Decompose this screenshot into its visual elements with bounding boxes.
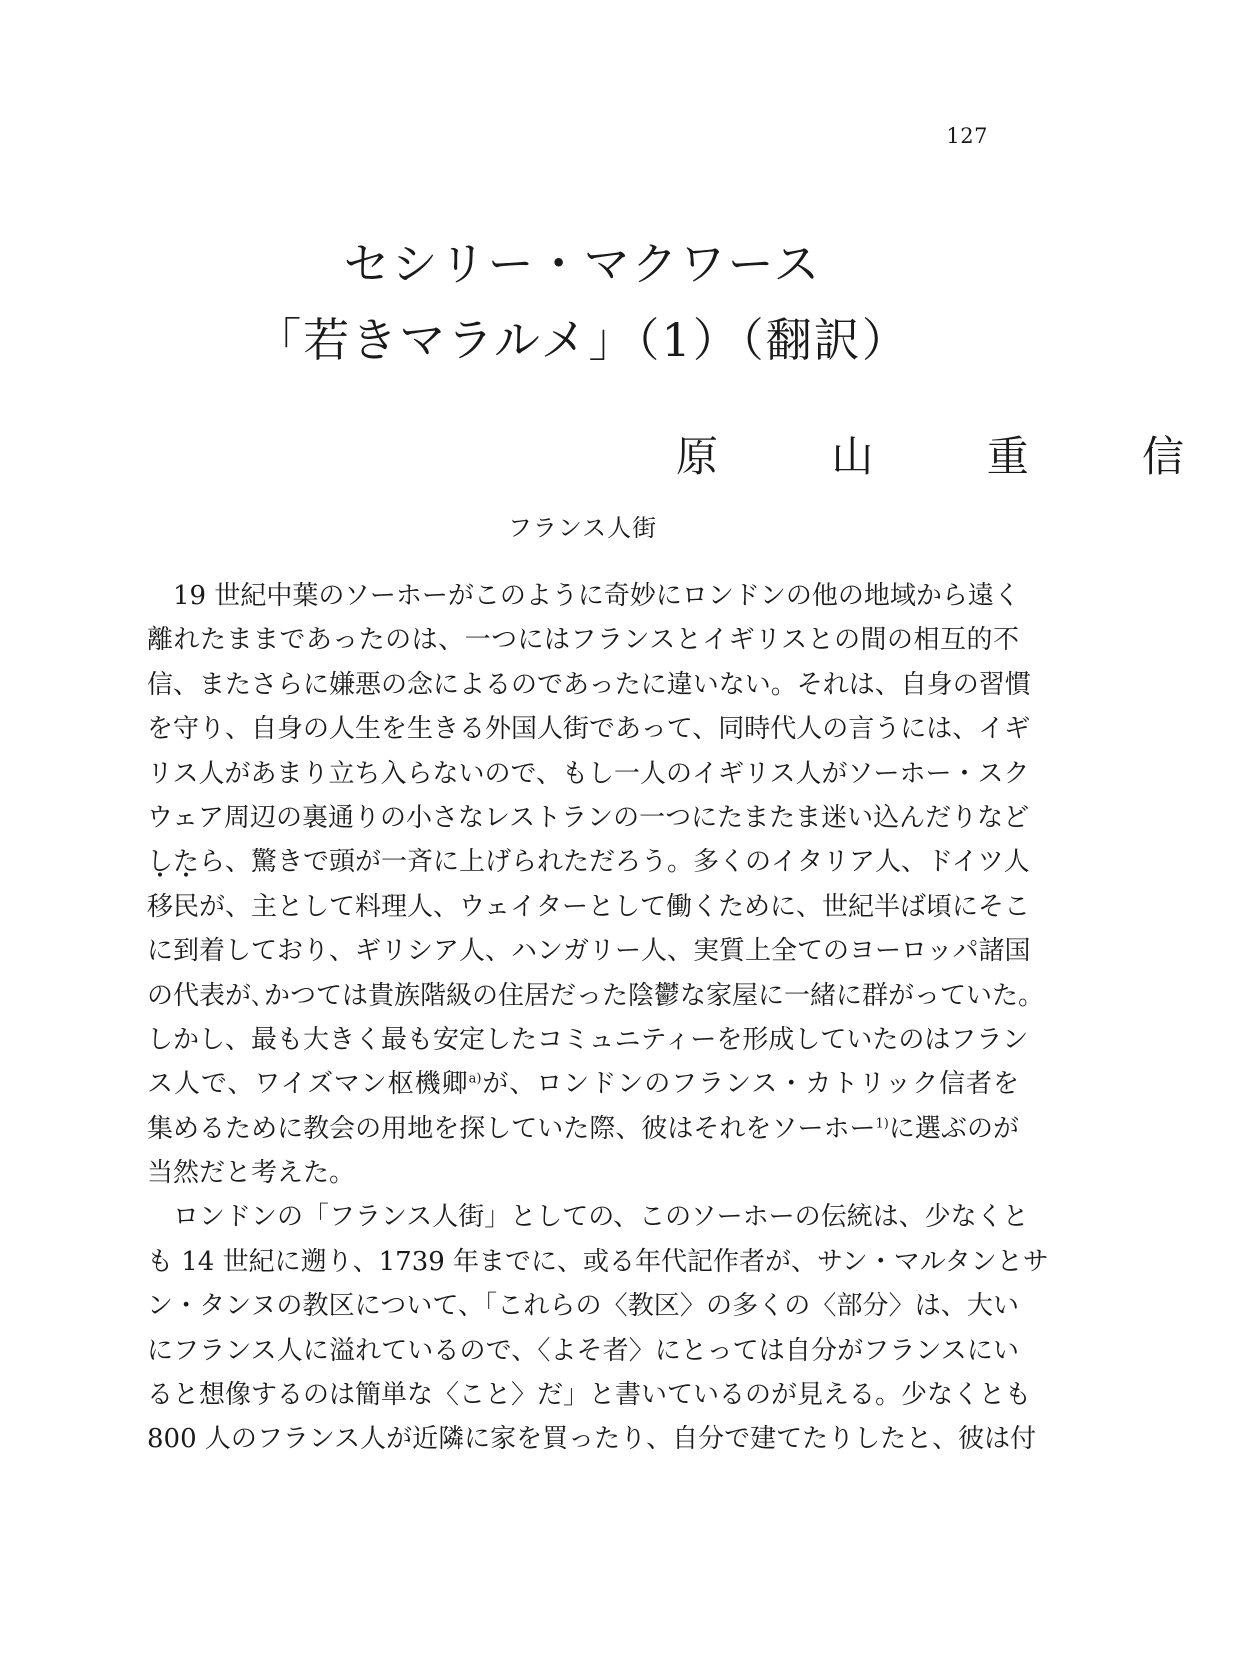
text-line: 信、またさらに嫌悪の念によるのであったに違いない。それは、自身の習慣 [147,669,1031,700]
text-line: ロンドンの「フランス人街」としての、このソーホーの伝統は、少なくと [173,1202,1029,1233]
article-title [0,226,1165,378]
text-line: 離れたままであったのは、一つにはフランスとイギリスとの間の相互的不 [147,625,1019,656]
text-line: 19 世紀中葉のソーホーがこのように奇妙にロンドンの他の地域から遠く [173,581,1020,611]
text-line [147,1107,1019,1151]
text-line: 当然だと考えた。 [147,1158,356,1189]
text-line: ウェア周辺の裏通りの小さなレストランの一つにたまたま迷い込んだりなど [147,802,1030,833]
paragraph-2 [147,1195,1049,1461]
text-line: しかし、最も大きく最も安定したコミュニティーを形成していたのはフラン [147,1024,1029,1055]
text-line: を守り、自身の人生を生きる外国人街であって、同時代人の言うには、イギ [147,714,1031,745]
footnote-ref-1: 1) [875,1116,889,1132]
text-line: リス人があまり立ち入らないので、もし一人のイギリス人がソーホー・スク [147,758,1030,789]
text-segment: が、ロンドンのフランス・カトリック信者を [481,1069,1020,1100]
text-line: 800 人のフランス人が近隣に家を買ったり、自分で建てたりしたと、彼は付 [147,1424,1037,1455]
paragraph-1 [147,574,1045,1195]
emphasis-char: 移 [147,891,174,922]
text-line: ン・タンヌの教区について、「これらの〈教区〉の多くの〈部分〉は、大い [147,1291,1019,1322]
body-text [147,574,1049,1462]
page-number: 127 [946,124,988,148]
title-line-2: 「若きマラルメ」（1）（翻訳） [255,313,910,367]
author-name: 原 山 重 信 [676,432,1234,481]
text-segment: 集めるために教会の用地を探していた際、彼はそれをソーホー [147,1113,876,1144]
text-line [147,885,1030,929]
footnote-ref-a: a) [468,1071,482,1087]
text-line: したら、驚きで頭が一斉に上げられただろう。多くのイタリア人、ドイツ人 [147,847,1030,878]
text-segment: に選ぶのが [888,1113,1019,1144]
text-line: ると想像するのは簡単な〈こと〉だ」と書いているのが見える。少なくとも [147,1380,1032,1411]
emphasis-char: 民 [173,891,200,922]
text-line: も 14 世紀に遡り、1739 年までに、或る年代記作者が、サン・マルタンとサ [147,1246,1049,1277]
text-line: にフランス人に溢れているので、〈よそ者〉にとっては自分がフランスにい [147,1335,1019,1366]
text-line: に到着しており、ギリシア人、ハンガリー人、実質上全てのヨーロッパ諸国 [147,936,1031,967]
text-line [147,1062,1019,1106]
text-segment: が、主として料理人、ウェイターとして働くために、世紀半ば頃にそこ [199,891,1030,922]
title-line-1: セシリー・マクワース [343,237,822,291]
text-segment: ス人で、ワイズマン枢機卿 [147,1069,469,1100]
section-heading: フランス人街 [507,514,658,542]
text-line: の代表が､かつては貴族階級の住居だった陰鬱な家屋に一緒に群がっていた。 [147,980,1045,1011]
